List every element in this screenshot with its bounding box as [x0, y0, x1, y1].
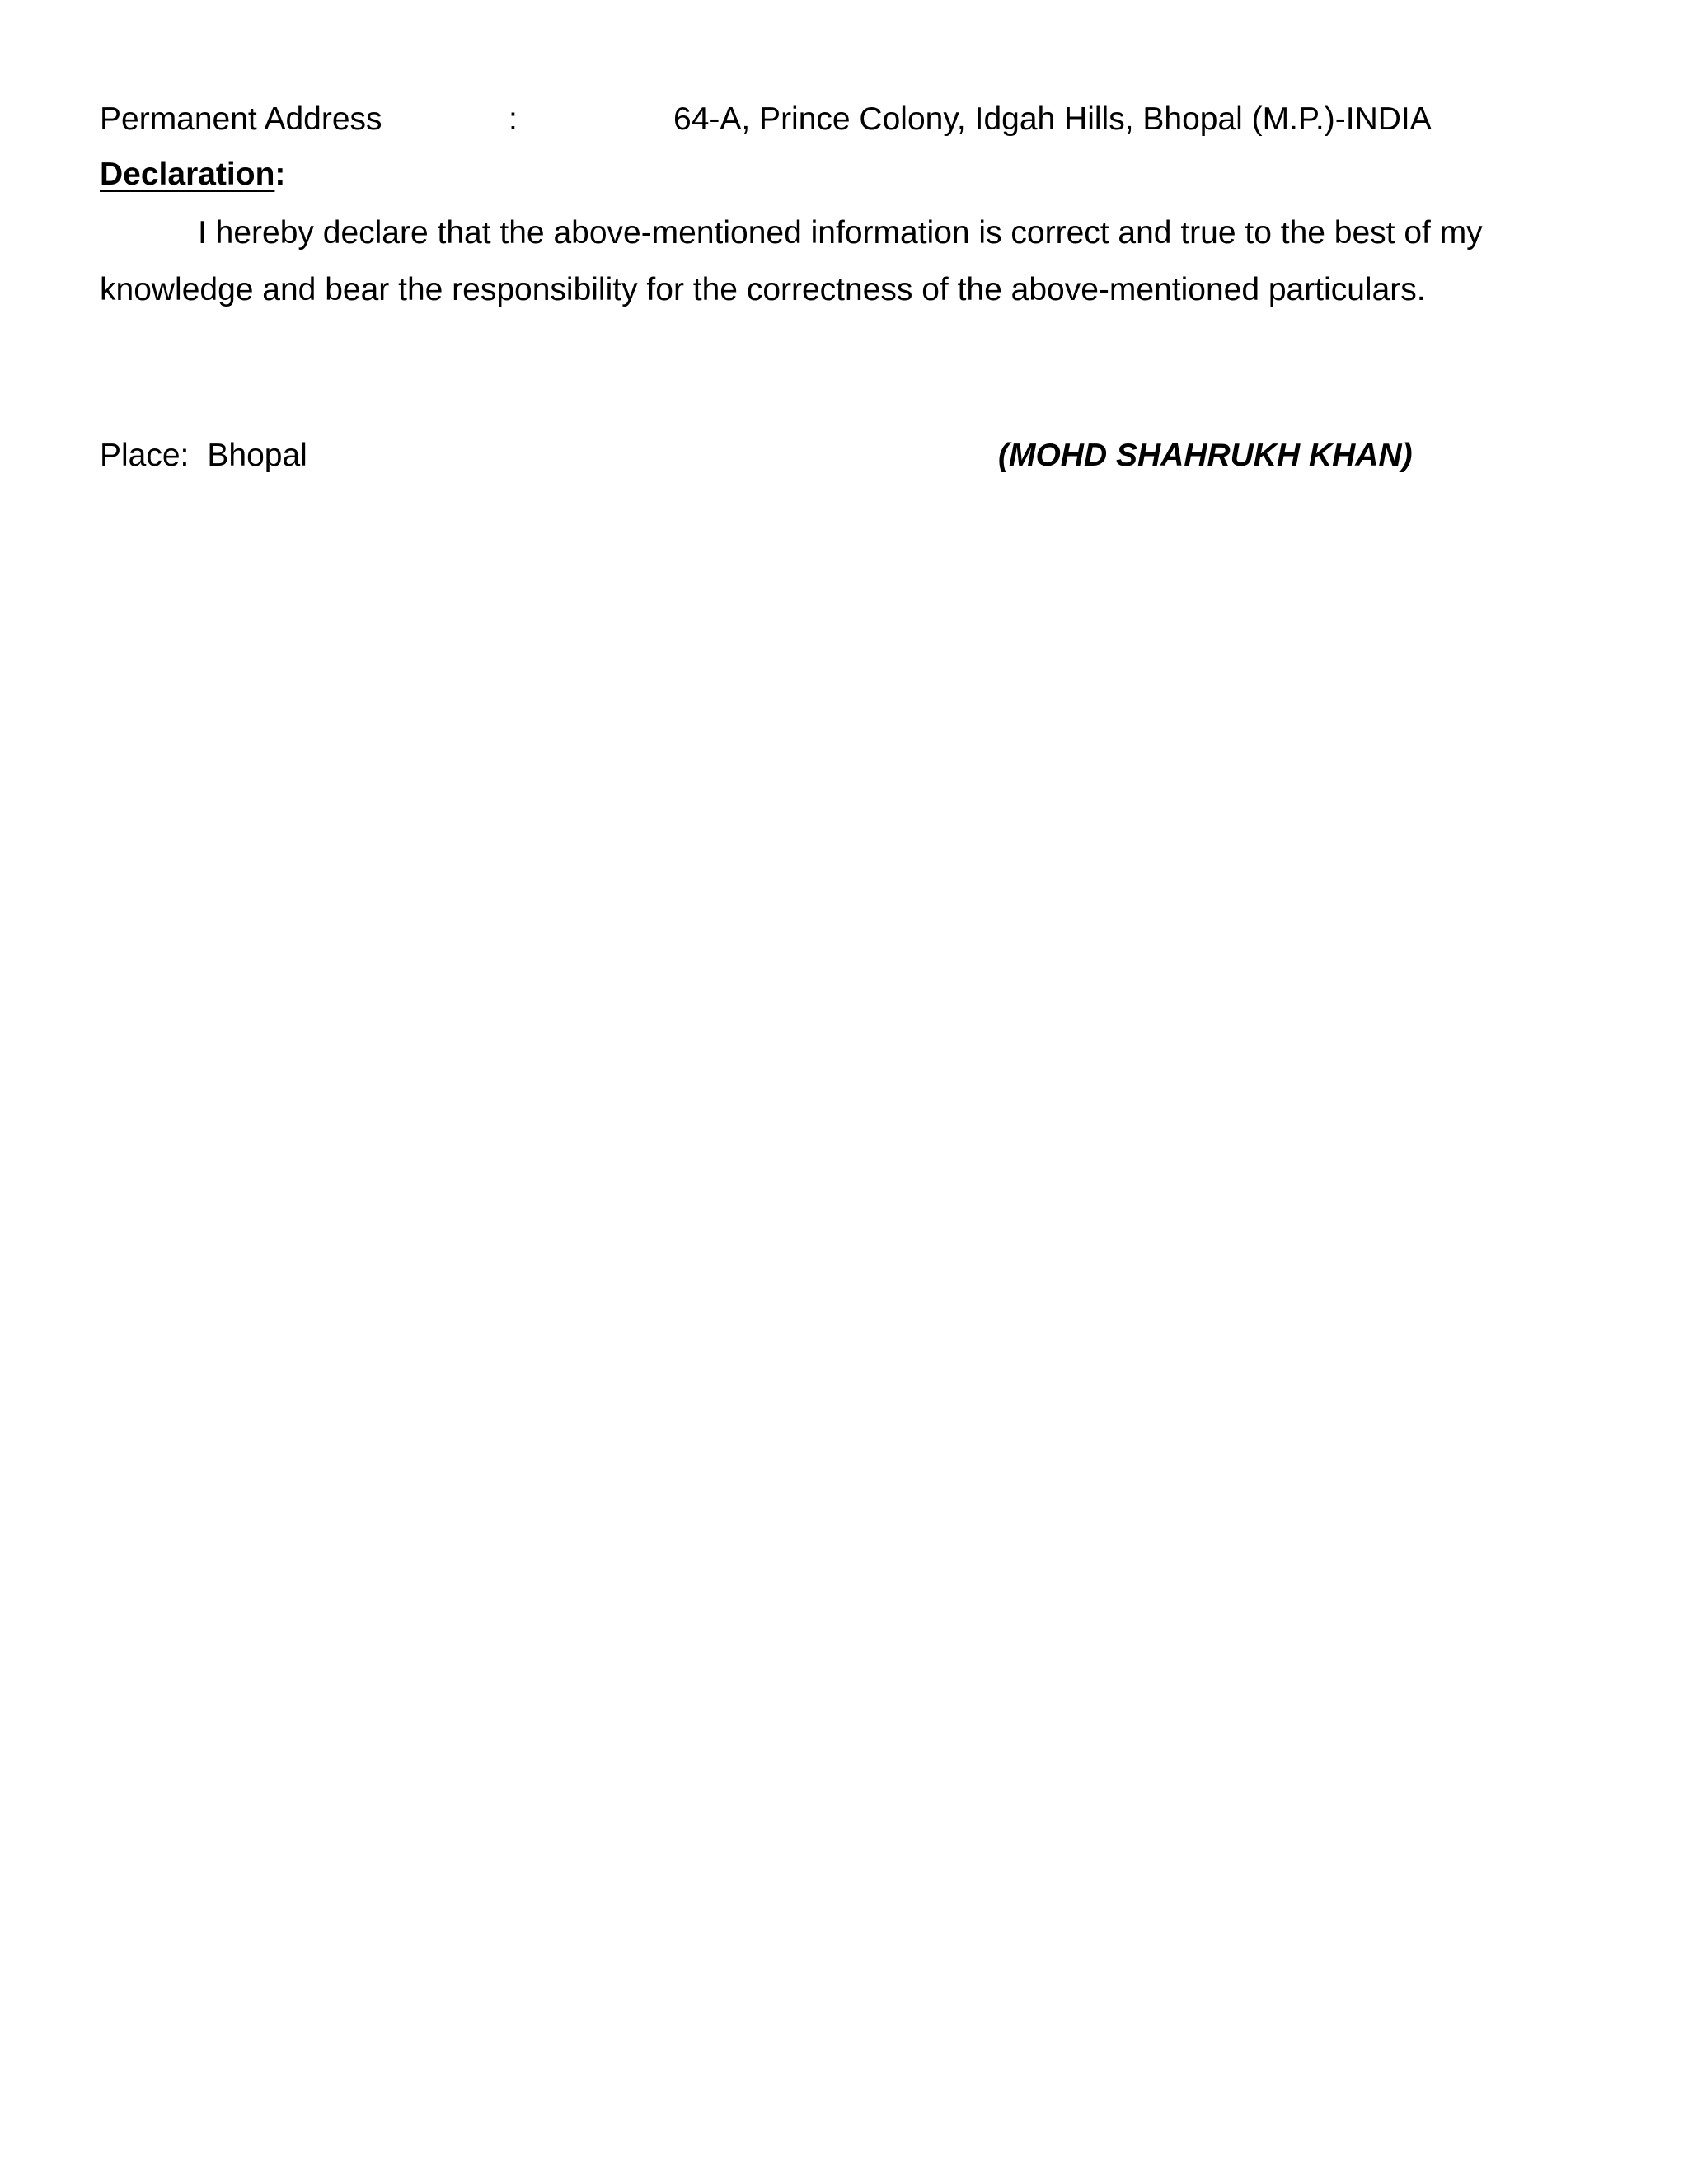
place-row: [100, 433, 307, 479]
declaration-heading-text: Declaration: [100, 157, 275, 192]
declaration-heading: [100, 152, 285, 198]
permanent-address-value: 64-A, Prince Colony, Idgah Hills, Bhopal (M.P.)-INDIA: [673, 101, 1432, 137]
signature-name: (MOHD SHAHRUKH KHAN): [998, 438, 1413, 473]
declaration-line-1: I hereby declare that the above-mentioned information is correct and true to the best of my: [198, 215, 1483, 251]
place-value: Bhopal: [207, 438, 307, 473]
declaration-paragraph: [100, 204, 1583, 318]
declaration-heading-colon: :: [274, 157, 286, 192]
declaration-line-2: knowledge and bear the responsibility for the correctness of the above-mentioned particulars.: [100, 272, 1426, 307]
permanent-address-colon: :: [509, 101, 518, 137]
permanent-address-label: Permanent Address: [100, 101, 382, 137]
permanent-address-row: [100, 96, 1633, 143]
place-label: Place:: [100, 438, 190, 473]
